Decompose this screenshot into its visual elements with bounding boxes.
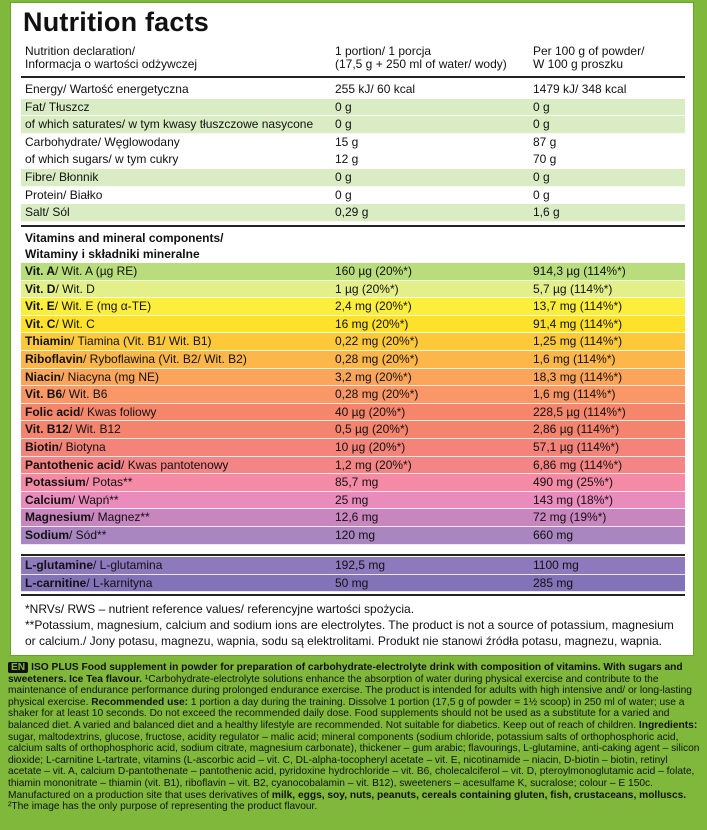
row-per100-value: 1,6 g (533, 205, 560, 220)
row-per100-value: 0 g (533, 99, 550, 114)
row-label (25, 316, 95, 334)
row-per100-value: 1479 kJ/ 348 kcal (533, 82, 627, 96)
row-label (25, 333, 212, 351)
row-label-rest: / Tiamina (Vit. B1/ Wit. B1) (71, 334, 212, 349)
row-label (25, 575, 152, 593)
table-row (21, 527, 685, 545)
table-row (21, 474, 685, 492)
row-portion-value: 50 mg (335, 575, 369, 590)
row-label-bold: Vit. C (25, 316, 56, 331)
allergens-text: milk, eggs, soy, nuts, peanuts, cereals containing gluten, fish, crustaceans, molluscs. (269, 789, 687, 801)
row-label: of which saturates/ w tym kwasy tłuszczowe nasycone (25, 117, 314, 132)
product-intro-bold: ISO PLUS Food supplement in powder for preparation of carbohydrate-electrolyte drink with composition of vitamins. With sugars and sweeteners. Ice Tea flavour. (8, 662, 683, 685)
table-row (21, 281, 685, 299)
row-portion-value: 192,5 mg (335, 558, 386, 572)
row-portion-value: 40 µg (20%*) (335, 404, 406, 419)
row-label (25, 557, 162, 575)
row-label-bold: Magnesium (25, 510, 92, 525)
header-col3-line1: Per 100 g of powder/ (533, 44, 645, 58)
row-label (25, 509, 150, 527)
row-per100-value: 5,7 µg (114%*) (533, 281, 613, 296)
table-row (21, 492, 685, 510)
row-per100-value: 72 mg (19%*) (533, 510, 607, 525)
table-row (21, 369, 685, 387)
header-col2-line2: (17,5 g + 250 ml of water/ wody) (335, 57, 507, 71)
table-row (21, 351, 685, 369)
row-label-rest: / Wit. E (mg α-TE) (54, 299, 152, 314)
vitamins-heading-line2: Witaminy i składniki mineralne (25, 247, 200, 261)
row-label-rest: / Sód** (69, 527, 107, 542)
table-row (21, 81, 685, 99)
row-label: Carbohydrate/ Węglowodany (25, 134, 180, 149)
row-per100-value: 1,25 mg (114%*) (533, 334, 623, 349)
row-label (25, 439, 106, 457)
row-label-bold: Niacin (25, 369, 62, 384)
row-per100-value: 490 mg (25%*) (533, 475, 614, 490)
row-label-rest: / Kwas pantotenowy (121, 457, 229, 472)
row-portion-value: 0,28 mg (20%*) (335, 387, 419, 402)
row-label (25, 457, 228, 475)
image-note: ²The image has the only purpose of representing the product flavour. (8, 801, 318, 813)
row-label-rest: / Biotyna (59, 439, 106, 454)
row-portion-value: 0,28 mg (20%*) (335, 351, 419, 366)
row-portion-value: 0 g (335, 99, 352, 114)
row-label-bold: Vit. E (25, 299, 55, 314)
table-row (21, 99, 685, 117)
row-label: Fibre/ Błonnik (25, 169, 99, 184)
vitamins-table (21, 263, 685, 545)
row-label-bold: Pantothenic acid (25, 457, 122, 472)
footnote-electrolytes-1: **Potassium, magnesium, calcium and sodium ions are electrolytes. The product is not a source of potassium, magnesium (25, 618, 674, 632)
ingredients-label: Ingredients: (638, 719, 698, 731)
row-label (25, 421, 121, 439)
row-label (25, 404, 156, 422)
row-label (25, 492, 119, 510)
row-label-rest: / Wit. D (55, 281, 95, 296)
row-label-bold: Vit. B12 (25, 422, 69, 437)
row-label: Energy/ Wartość energetyczna (25, 82, 189, 96)
table-row (21, 169, 685, 187)
amino-table (21, 557, 685, 592)
row-per100-value: 0 g (533, 187, 550, 202)
row-per100-value: 2,86 µg (114%*) (533, 422, 620, 437)
row-label (25, 351, 247, 369)
row-per100-value: 70 g (533, 152, 557, 167)
row-label (25, 263, 137, 281)
table-row (21, 457, 685, 475)
table-row (21, 263, 685, 281)
row-portion-value: 160 µg (20%*) (335, 264, 412, 278)
row-portion-value: 12 g (335, 152, 359, 167)
row-portion-value: 0 g (335, 169, 352, 184)
row-label-bold: Calcium (25, 492, 72, 507)
row-label (25, 527, 106, 545)
row-label-rest: / Kwas foliowy (80, 404, 157, 419)
row-per100-value: 13,7 mg (114%*) (533, 299, 623, 314)
header-col1-line2: Informacja o wartości odżywczej (25, 57, 198, 71)
row-portion-value: 2,4 mg (20%*) (335, 299, 412, 314)
header-col3-line2: W 100 g proszku (533, 57, 624, 71)
row-label (25, 369, 159, 387)
row-per100-value: 1,6 mg (114%*) (533, 351, 616, 366)
row-per100-value: 914,3 µg (114%*) (533, 264, 626, 278)
row-label-rest: / Wapń** (71, 492, 119, 507)
row-label-bold: L-glutamine (25, 558, 93, 572)
row-label-bold: Thiamin (25, 334, 72, 349)
row-label-bold: Vit. A (25, 264, 56, 278)
row-label-bold: Vit. D (25, 281, 56, 296)
row-label-bold: Vit. B6 (25, 387, 63, 402)
row-per100-value: 285 mg (533, 575, 574, 590)
row-per100-value: 91,4 mg (114%*) (533, 316, 623, 331)
row-portion-value: 15 g (335, 134, 359, 149)
row-label-rest: / Wit. B12 (68, 422, 121, 437)
footnote-nrv: *NRVs/ RWS – nutrient reference values/ referencyjne wartości spożycia. (25, 602, 415, 616)
amino-divider (21, 554, 685, 556)
language-badge: EN (8, 662, 28, 673)
row-label-bold: Sodium (25, 527, 69, 542)
row-label-bold: L-carnitine (25, 575, 87, 590)
product-intro-text: ¹Carbohydrate-electrolyte solutions enhance the absorption of water during physical exercise and contribute to the maintenance of endurance performance during prolonged endurance exercise. The product is intended for adults with high intensive and/ or long-lasting physical exercise. (8, 673, 692, 708)
row-label-rest: / Wit. A (µg RE) (55, 264, 138, 278)
row-portion-value: 255 kJ/ 60 kcal (335, 82, 416, 96)
row-label (25, 474, 132, 492)
page-title: Nutrition facts (23, 7, 210, 37)
notes-divider (21, 594, 685, 596)
table-row (21, 116, 685, 134)
table-row (21, 439, 685, 457)
table-row (21, 421, 685, 439)
table-row (21, 151, 685, 169)
row-label-rest: / Wit. C (55, 316, 95, 331)
header-col1-line1: Nutrition declaration/ (25, 44, 136, 58)
nutrition-panel (10, 2, 694, 656)
row-per100-value: 0 g (533, 169, 550, 184)
row-portion-value: 1,2 mg (20%*) (335, 457, 412, 472)
row-label-bold: Potassium (25, 475, 86, 490)
header-divider (21, 76, 685, 78)
row-label (25, 298, 151, 316)
row-label-bold: Riboflavin (25, 351, 84, 366)
row-per100-value: 18,3 mg (114%*) (533, 369, 623, 384)
table-row (21, 404, 685, 422)
table-row (21, 204, 685, 222)
row-portion-value: 0,22 mg (20%*) (335, 334, 419, 349)
row-per100-value: 143 mg (18%*) (533, 492, 614, 507)
row-label-bold: Biotin (25, 439, 59, 454)
row-per100-value: 0 g (533, 117, 550, 132)
table-row (21, 386, 685, 404)
table-row (21, 575, 685, 593)
row-label-rest: / Potas** (85, 475, 133, 490)
vitamins-heading-line1: Vitamins and mineral components/ (25, 231, 224, 245)
row-portion-value: 120 mg (335, 527, 376, 542)
row-label (25, 281, 95, 299)
row-label: Fat/ Tłuszcz (25, 99, 90, 114)
row-portion-value: 3,2 mg (20%*) (335, 369, 412, 384)
row-label: Protein/ Białko (25, 187, 103, 202)
row-portion-value: 10 µg (20%*) (335, 439, 406, 454)
row-per100-value: 228,5 µg (114%*) (533, 404, 626, 419)
row-portion-value: 16 mg (20%*) (335, 316, 409, 331)
footnotes (25, 601, 685, 649)
table-row (21, 333, 685, 351)
row-portion-value: 12,6 mg (335, 510, 379, 525)
row-label-rest: / Ryboflawina (Vit. B2/ Wit. B2) (83, 351, 247, 366)
row-label-rest: / Magnez** (91, 510, 150, 525)
row-portion-value: 0,5 µg (20%*) (335, 422, 409, 437)
row-label: Salt/ Sól (25, 205, 70, 220)
row-label: of which sugars/ w tym cukry (25, 152, 179, 167)
table-row (21, 187, 685, 205)
row-per100-value: 87 g (533, 134, 557, 149)
footnote-electrolytes-2: or calcium./ Jony potasu, magnezu, wapnia, sodu są elektrolitami. Produkt nie stanowi źródła potasu, magnezu, wapnia. (25, 634, 663, 648)
row-portion-value: 0 g (335, 117, 352, 132)
table-row (21, 509, 685, 527)
recommended-use-label: Recommended use: (91, 696, 189, 708)
row-portion-value: 25 mg (335, 492, 369, 507)
table-row (21, 316, 685, 334)
row-label-rest: / Wit. B6 (62, 387, 108, 402)
row-label-rest: / L-karnityna (86, 575, 153, 590)
row-label-bold: Folic acid (25, 404, 81, 419)
ingredients-text: sugar, maltodextrins, glucose, fructose, acidity regulator – malic acid; mineral components (sodium chloride, potassium salts of orthophosphoric acid, calcium salts of orthophosphoric acid, sodium citrate, magnesium carbonate), thickener – gum arabic; flavourings, L-glutamine, anti-caking agent – silicon dioxide; L-carnitine L-tartrate, vitamins (L-ascorbic acid – vit. C, DL-alpha-tocopheryl acetate – vit. E, nicotinamide – niacin, D-biotin – biotin, retinyl acetate – vit. A, calcium D-pantothenate – pantothenic acid, pyridoxine hydrochloride – vit. B6, cholecalciferol – vit. D, pteroylmonoglutamic acid – folate, thiamin mononitrate – thiamin (vit. B1), riboflavin – vit. B2, cyanocobalamin – vit. B12), sweeteners – acesulfame K, sucralose; colour – E 150c. Manufactured on a production site that uses derivatives of (8, 731, 700, 801)
row-label (25, 386, 107, 404)
header-col2-line1: 1 portion/ 1 porcja (335, 44, 432, 58)
row-portion-value: 0 g (335, 187, 352, 202)
row-label-rest: / Niacyna (mg NE) (61, 369, 160, 384)
row-per100-value: 6,86 mg (114%*) (533, 457, 623, 472)
row-per100-value: 1,6 mg (114%*) (533, 387, 616, 402)
row-portion-value: 85,7 mg (335, 475, 379, 490)
row-per100-value: 1100 mg (533, 558, 579, 572)
table-row (21, 298, 685, 316)
recommended-use-text: 1 portion a day during the training. Dissolve 1 portion (17,5 g of powder = 1½ scoop) in 250 ml of water; use a shaker for at least 10 seconds. Do not exceed the recommended daily dose. Food supplements should not be used as a substitute for a varied and balanced diet. A varied and balanced diet and a healthy lifestyle are recommended. Not suitable for diabetics. Keep out of reach of children. (8, 696, 685, 731)
row-per100-value: 57,1 µg (114%*) (533, 439, 620, 454)
row-per100-value: 660 mg (533, 527, 574, 542)
row-label-rest: / L-glutamina (93, 558, 163, 572)
product-description (8, 662, 700, 828)
row-portion-value: 0,29 g (335, 205, 369, 220)
table-row (21, 134, 685, 152)
row-portion-value: 1 µg (20%*) (335, 281, 399, 296)
table-row (21, 557, 685, 575)
nutrition-table (21, 81, 685, 222)
vitamins-divider (21, 225, 685, 227)
